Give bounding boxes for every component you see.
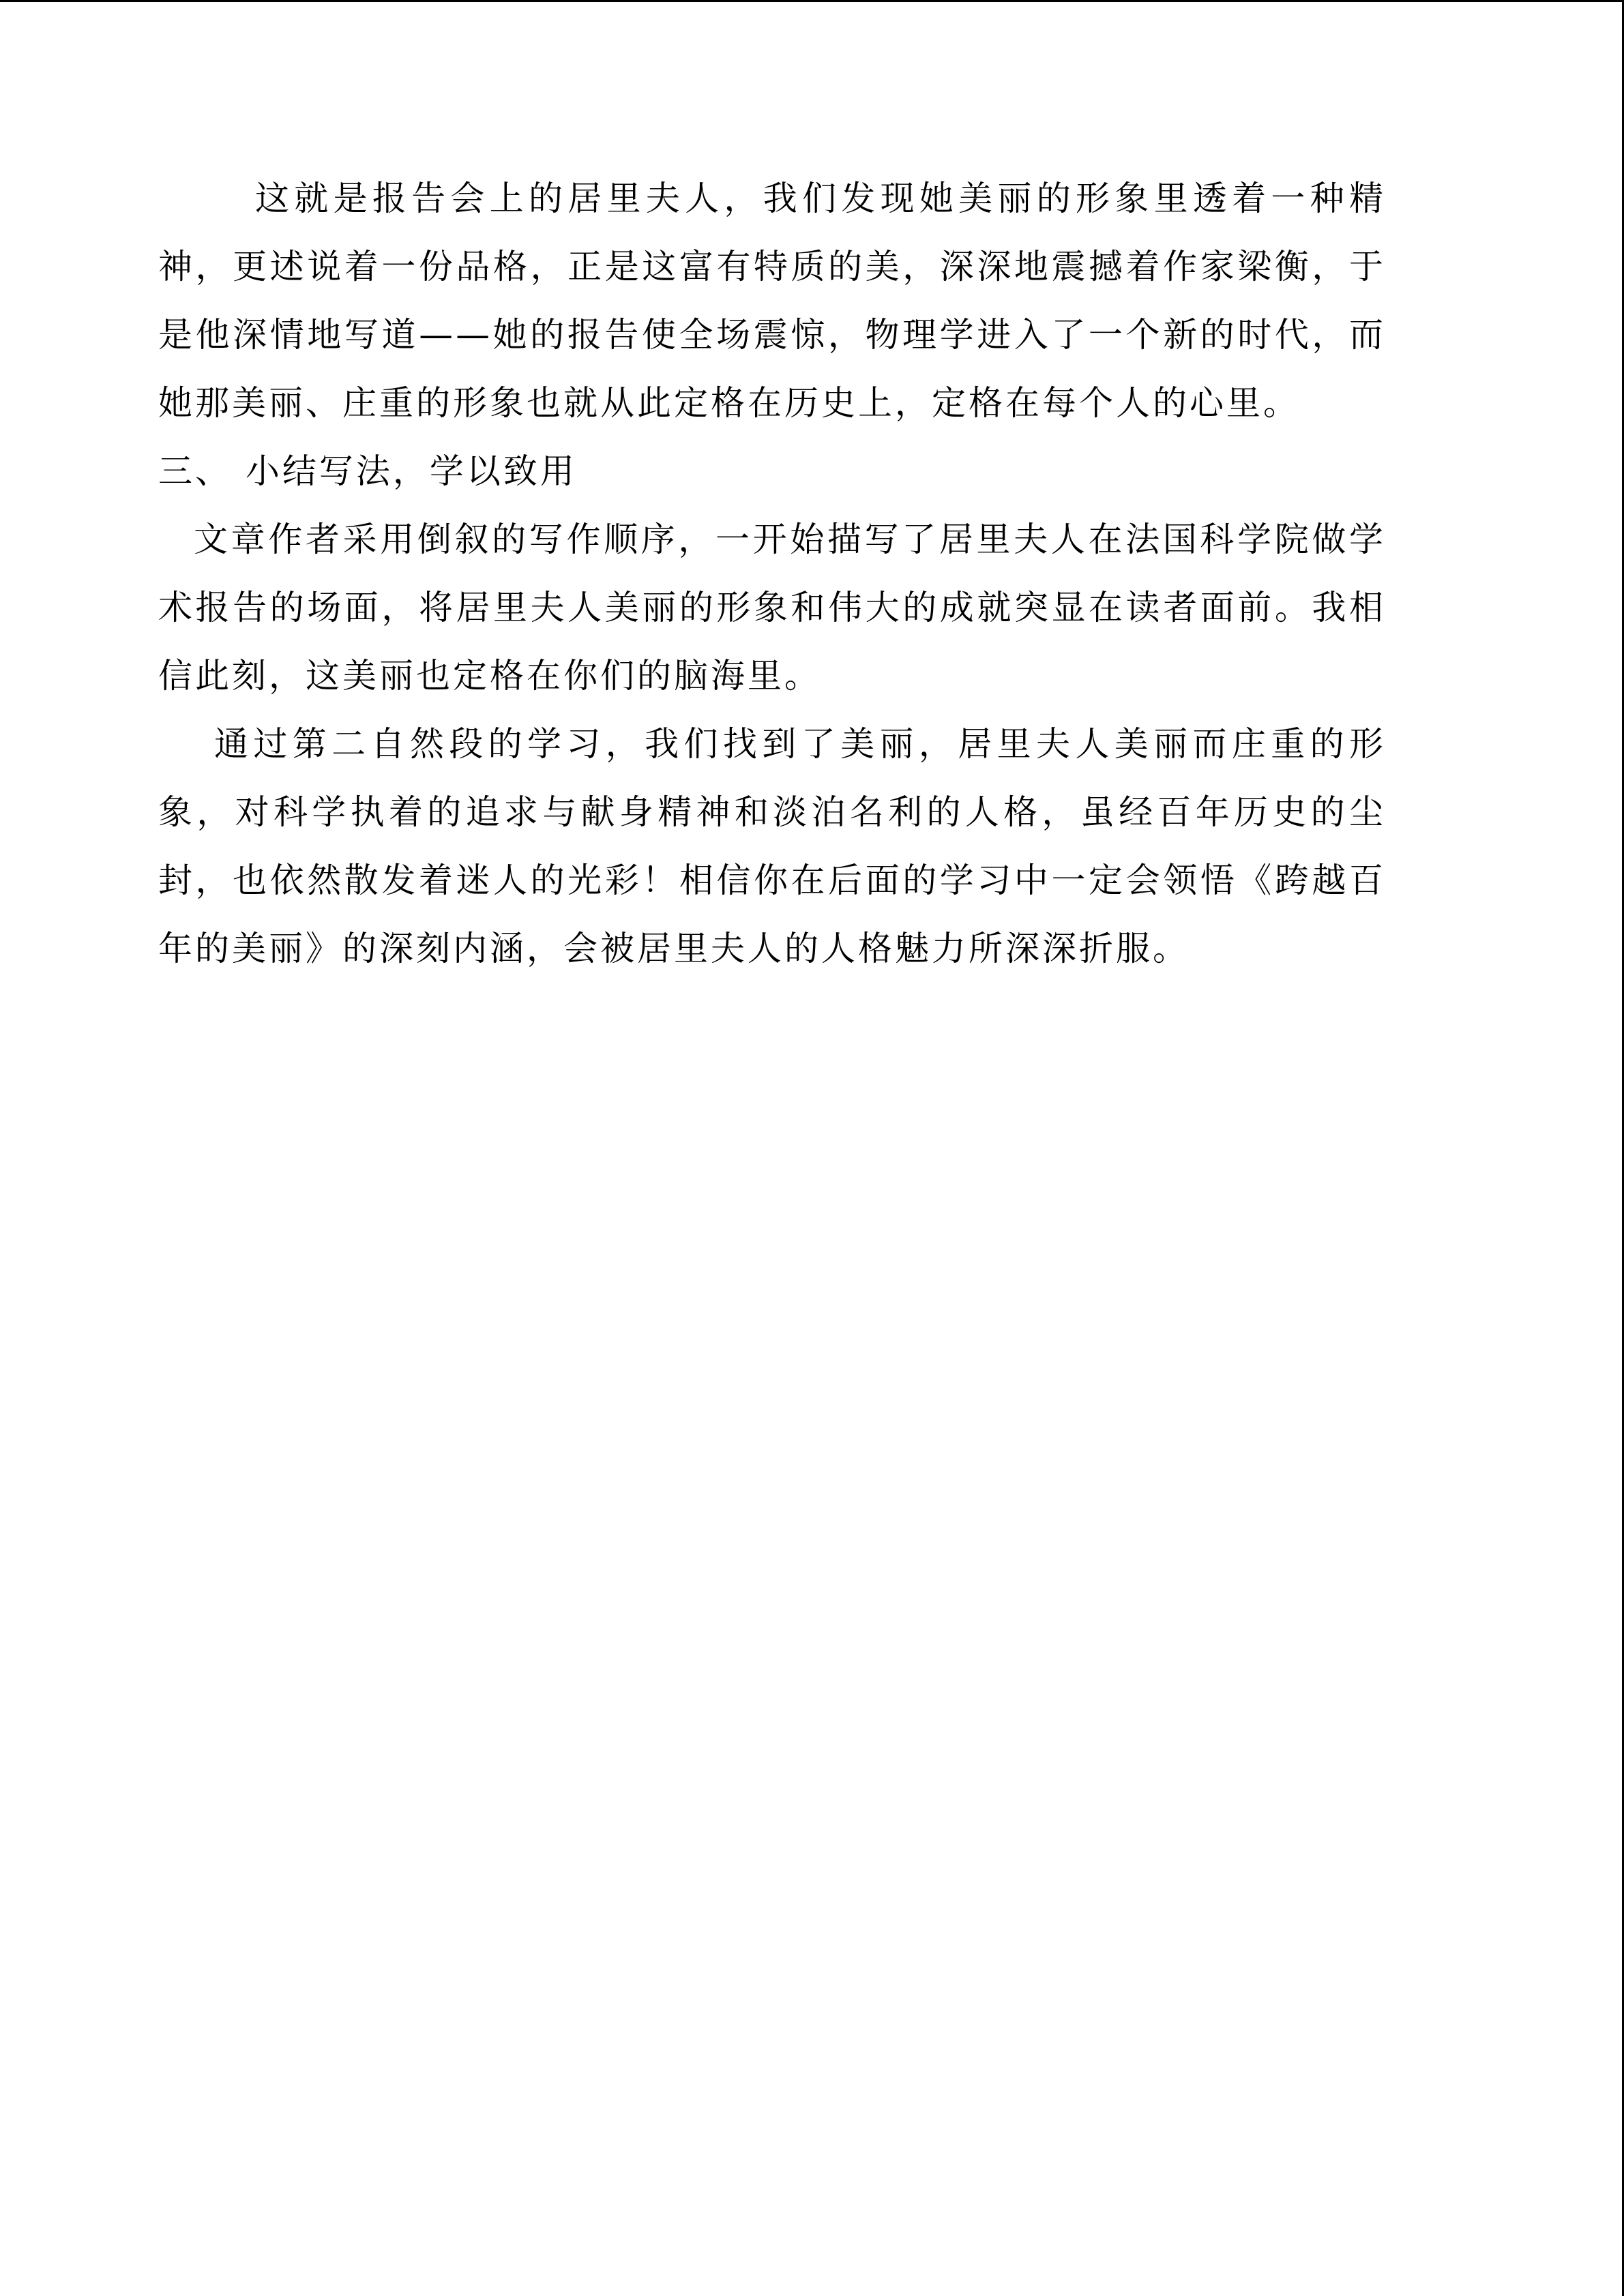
paragraph-conclusion: 通过第二自然段的学习，我们找到了美丽，居里夫人美丽而庄重的形象，对科学执着的追求与献身精神和淡泊名利的人格，虽经百年历史的尘封，也依然散发着迷人的光彩！相信你在后面的学习中一定会领悟《跨越百年的美丽》的深刻内涵，会被居里夫人的人格魅力所深深折服。 (158, 724, 1386, 968)
section-heading-summary: 三、 小结写法，学以致用 (158, 451, 577, 491)
paragraph-writing-order: 文章作者采用倒叙的写作顺序，一开始描写了居里夫人在法国科学院做学术报告的场面，将居里夫人美丽的形象和伟大的成就突显在读者面前。我相信此刻，这美丽也定格在你们的脑海里。 (158, 520, 1386, 696)
paragraph-curie-report: 这就是报告会上的居里夫人，我们发现她美丽的形象里透着一种精神，更述说着一份品格，正是这富有特质的美，深深地震撼着作家梁衡，于是他深情地写道——她的报告使全场震惊，物理学进入了一个新的时代，而她那美丽、庄重的形象也就从此定格在历史上，定格在每个人的心里。 (158, 179, 1386, 423)
document-body (158, 164, 1386, 983)
